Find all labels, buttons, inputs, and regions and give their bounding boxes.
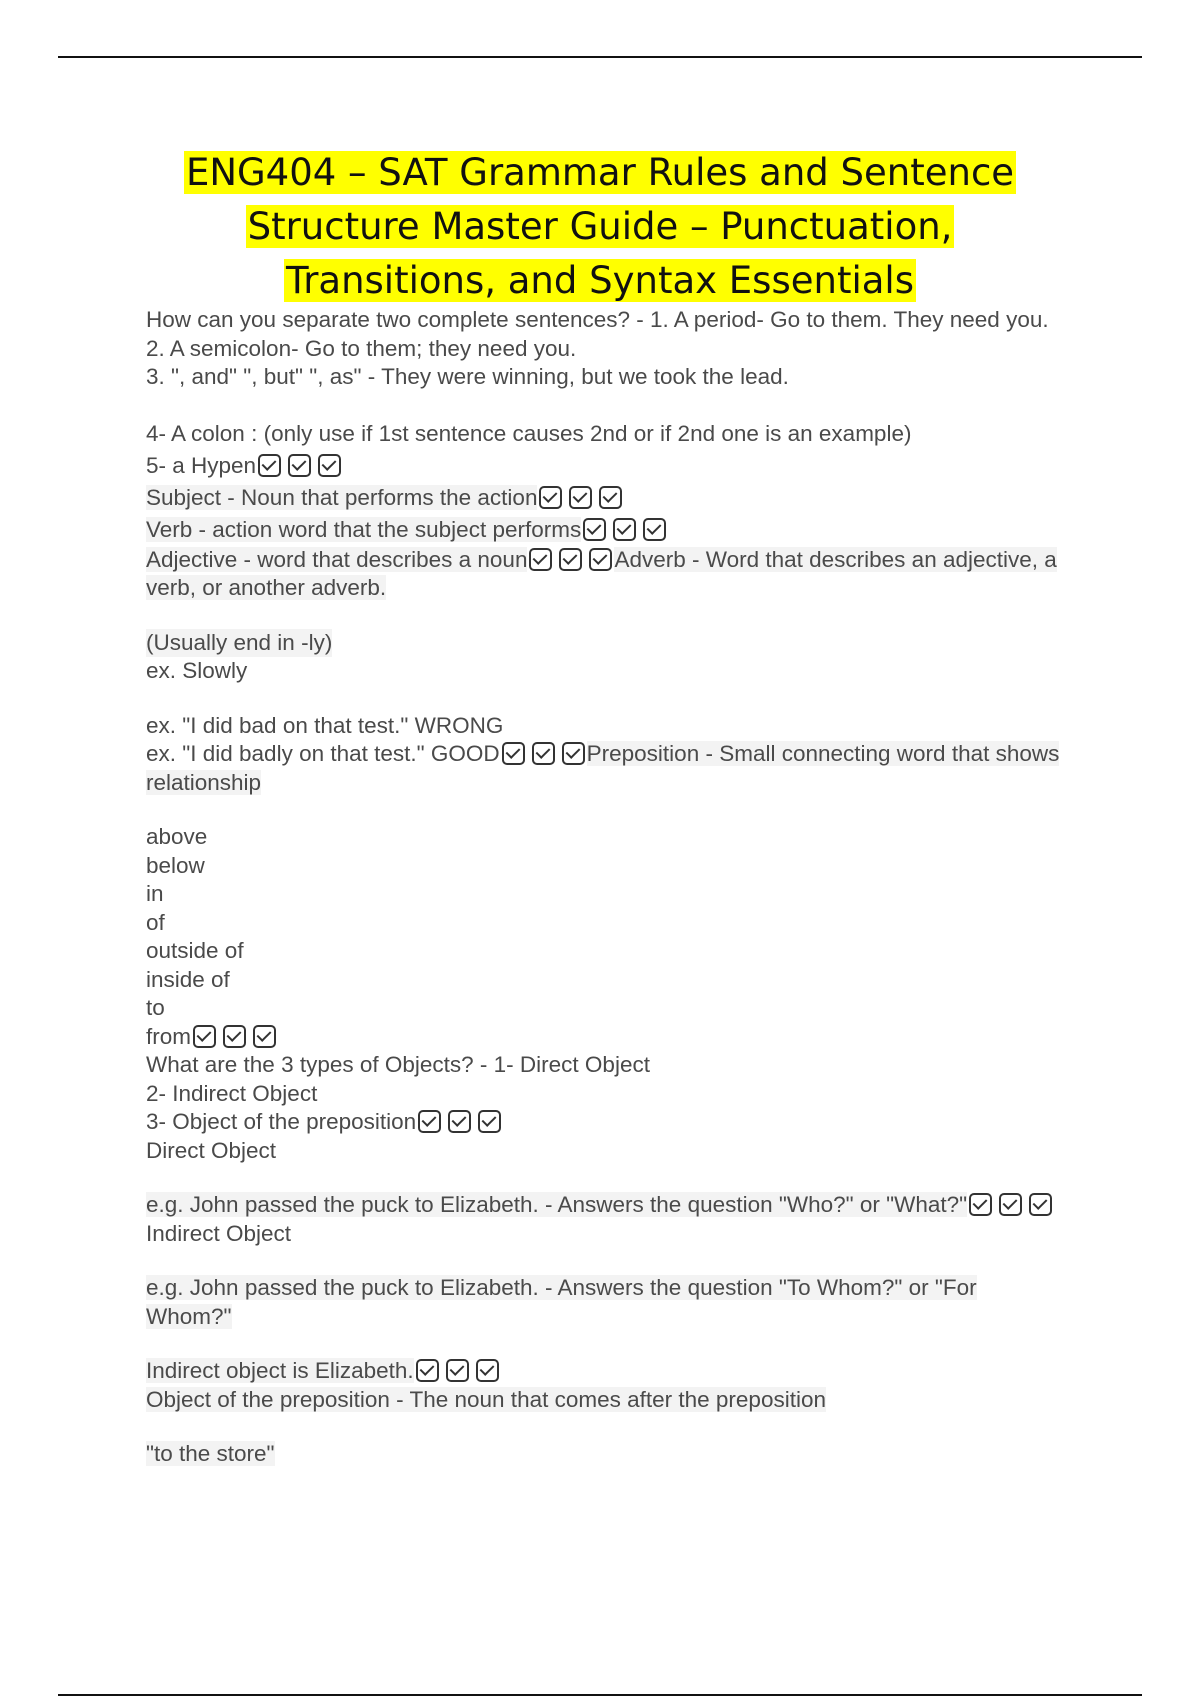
- list-item: of: [146, 909, 165, 935]
- checkbox-checked-icon: [599, 486, 622, 509]
- checkbox-checked-icon: [223, 1025, 246, 1048]
- checkmarks: [581, 514, 666, 546]
- text-line: Verb - action word that the subject performs: [146, 514, 1066, 546]
- text-line: e.g. John passed the puck to Elizabeth. - Answers the question "Who?" or "What?": [146, 1191, 1066, 1220]
- footer-rule: [58, 1694, 1142, 1696]
- checkbox-checked-icon: [416, 1359, 439, 1382]
- checkbox-checked-icon: [583, 518, 606, 541]
- checkbox-checked-icon: [999, 1193, 1022, 1216]
- checkbox-checked-icon: [569, 486, 592, 509]
- document-body: [146, 306, 1066, 1469]
- document-title: ENG404 – SAT Grammar Rules and Sentence Structure Master Guide – Punctuation, Transitions, and Syntax Essentials: [185, 151, 1015, 302]
- checkbox-checked-icon: [476, 1359, 499, 1382]
- text-line: Indirect Object: [146, 1220, 292, 1246]
- checkbox-checked-icon: [478, 1110, 501, 1133]
- checkbox-checked-icon: [562, 742, 585, 765]
- checkbox-checked-icon: [448, 1110, 471, 1133]
- checkbox-checked-icon: [613, 518, 636, 541]
- checkmarks: [414, 1357, 499, 1386]
- list-item: below: [146, 852, 205, 878]
- checkbox-checked-icon: [1029, 1193, 1052, 1216]
- text-line: ex. "I did bad on that test." WRONG: [146, 712, 504, 738]
- checkbox-checked-icon: [253, 1025, 276, 1048]
- text-line: 3. ", and" ", but" ", as" - They were winning, but we took the lead.: [146, 364, 789, 389]
- text-line: 5- a Hypen: [146, 450, 1066, 482]
- checkmarks: [500, 740, 585, 769]
- checkbox-checked-icon: [502, 742, 525, 765]
- checkbox-checked-icon: [318, 454, 341, 477]
- text-line: 3- Object of the preposition: [146, 1108, 1066, 1137]
- text-line: Adjective - word that describes a noun Adverb - Word that describes an adjective, a verb, or another adverb.: [146, 546, 1057, 600]
- checkmarks: [416, 1108, 501, 1137]
- list-item: in: [146, 881, 164, 906]
- checkbox-checked-icon: [589, 548, 612, 571]
- checkbox-checked-icon: [643, 518, 666, 541]
- text-line: Subject - Noun that performs the action: [146, 482, 1066, 514]
- checkmarks: [191, 1023, 276, 1052]
- checkbox-checked-icon: [529, 548, 552, 571]
- checkbox-checked-icon: [532, 742, 555, 765]
- checkbox-checked-icon: [446, 1359, 469, 1382]
- header-rule: [58, 56, 1142, 58]
- text-line: 2- Indirect Object: [146, 1080, 318, 1106]
- text-line: Direct Object: [146, 1137, 277, 1163]
- text-line: Object of the preposition - The noun that comes after the preposition: [146, 1386, 826, 1412]
- text-line: 4- A colon : (only use if 1st sentence causes 2nd or if 2nd one is an example): [146, 420, 912, 446]
- text-line: What are the 3 types of Objects? - 1- Direct Object: [146, 1052, 650, 1077]
- text-line: 2. A semicolon- Go to them; they need you.: [146, 335, 577, 361]
- checkmarks: [537, 482, 622, 514]
- list-item: inside of: [146, 966, 230, 992]
- checkbox-checked-icon: [559, 548, 582, 571]
- checkbox-checked-icon: [193, 1025, 216, 1048]
- text-line: ex. "I did badly on that test." GOOD Preposition - Small connecting word that shows relationship: [146, 741, 1060, 795]
- list-item: outside of: [146, 938, 244, 963]
- checkbox-checked-icon: [418, 1110, 441, 1133]
- text-line: (Usually end in -ly): [146, 629, 332, 658]
- text-line: Indirect object is Elizabeth.: [146, 1357, 1066, 1386]
- list-item: above: [146, 824, 208, 849]
- text-line: How can you separate two complete sentences? - 1. A period- Go to them. They need you.: [146, 307, 1049, 332]
- text-line: e.g. John passed the puck to Elizabeth. - Answers the question "To Whom?" or "For Whom?": [146, 1275, 977, 1329]
- checkmarks: [527, 546, 612, 575]
- checkbox-checked-icon: [969, 1193, 992, 1216]
- text-line: "to the store": [146, 1441, 275, 1466]
- checkbox-checked-icon: [288, 454, 311, 477]
- checkmarks: [967, 1191, 1052, 1220]
- checkbox-checked-icon: [539, 486, 562, 509]
- text-line: ex. Slowly: [146, 658, 248, 683]
- list-item: to: [146, 995, 165, 1020]
- list-item: from: [146, 1023, 1066, 1052]
- checkmarks: [256, 450, 341, 482]
- checkbox-checked-icon: [258, 454, 281, 477]
